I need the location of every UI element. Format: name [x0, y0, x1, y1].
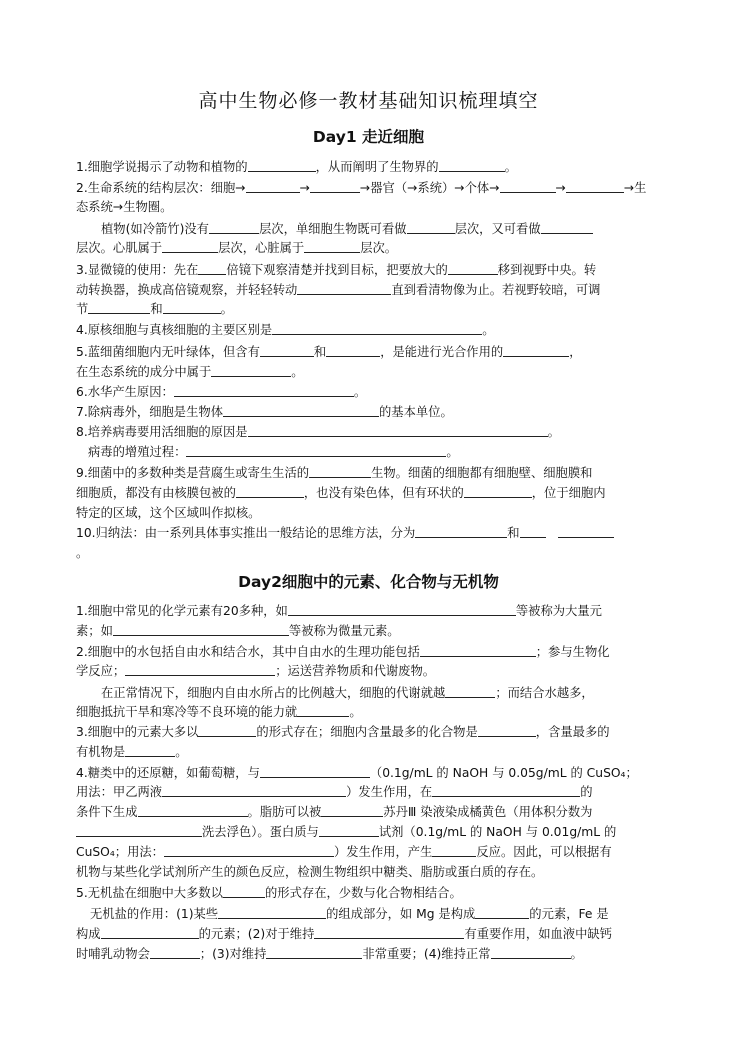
blank[interactable] — [223, 884, 265, 898]
blank[interactable] — [439, 158, 505, 172]
blank[interactable] — [113, 622, 289, 636]
text-segment: →生 — [623, 181, 647, 195]
d2-q2-water-line-cont — [76, 703, 362, 721]
text-segment: 有重要作用，如血液中缺钙 — [464, 927, 612, 941]
text-segment: ；(3)对维持 — [199, 947, 267, 961]
blank[interactable] — [297, 703, 349, 717]
blank[interactable] — [198, 261, 226, 275]
d2-q1-line-cont — [76, 622, 400, 640]
blank[interactable] — [319, 823, 379, 837]
text-segment: 。 — [175, 745, 188, 759]
q3-line — [76, 261, 596, 279]
blank[interactable] — [420, 643, 536, 657]
text-segment: 和 — [150, 302, 163, 316]
blank[interactable] — [326, 343, 380, 357]
blank[interactable] — [186, 443, 446, 457]
blank[interactable] — [125, 743, 175, 757]
blank[interactable] — [314, 925, 464, 939]
text-segment: （0.1g/mL 的 NaOH 与 0.05g/mL 的 CuSO₄； — [369, 766, 638, 780]
text-segment: 5.蓝细菌细胞内无叶绿体，但含有 — [76, 345, 260, 359]
text-segment: 。 — [353, 385, 367, 399]
q9-line-end — [76, 504, 260, 522]
blank[interactable] — [266, 945, 362, 959]
text-segment: 反应。因此，可以根据有 — [476, 845, 612, 859]
blank[interactable] — [248, 423, 548, 437]
text-segment: 9.细菌中的多数种类是营腐生或寄生生活的 — [76, 466, 310, 480]
q8-virus-line — [88, 443, 459, 461]
blank[interactable] — [310, 179, 360, 193]
text-segment: 10.归纳法：由一系列具体事实推出一般结论的思维方法，分为 — [76, 526, 416, 540]
q10-line — [76, 524, 614, 542]
q4-line — [76, 321, 495, 339]
text-segment: 学反应； — [76, 664, 126, 678]
text-segment: 1.细胞中常见的化学元素有20多种，如 — [76, 604, 288, 618]
text-segment: 等被称为微量元素。 — [288, 624, 400, 638]
text-segment: 时哺乳动物会 — [76, 947, 150, 961]
blank[interactable] — [163, 300, 221, 314]
text-segment: 的形式存在，少数与化合物相结合。 — [265, 886, 462, 900]
d2-q3-line-cont — [76, 743, 188, 761]
text-segment: 3.细胞中的元素大多以 — [76, 725, 199, 739]
text-segment: 洗去浮色）。蛋白质与 — [202, 825, 319, 839]
d2-q2-line — [76, 643, 610, 661]
blank[interactable] — [475, 905, 529, 919]
text-segment: 条件下生成 — [76, 805, 138, 819]
text-segment: 的元素，Fe 是 — [529, 907, 609, 921]
text-segment: 4.原核细胞与真核细胞的主要区别是 — [76, 323, 273, 337]
text-segment: 植物(如冷箭竹)没有 — [101, 222, 209, 236]
blank[interactable] — [125, 662, 275, 676]
blank[interactable] — [415, 524, 507, 538]
document-title: 高中生物必修一教材基础知识梳理填空 — [198, 90, 539, 112]
q2-heart-line — [76, 239, 397, 257]
text-segment: 3.显微镜的使用：先在 — [76, 263, 199, 277]
d2-q3-line — [76, 723, 610, 741]
text-segment: ，位于细胞内 — [531, 486, 606, 500]
blank[interactable] — [464, 484, 532, 498]
blank[interactable] — [432, 783, 580, 797]
blank[interactable] — [248, 158, 316, 172]
text-segment: 机物与某些化学试剂所产生的颜色反应，检测生物组织中糖类、脂肪或蛋白质的存在。 — [76, 865, 544, 879]
text-segment: 。 — [547, 425, 560, 439]
text-segment: → — [299, 181, 310, 195]
text-segment: 态系统→生物圈。 — [76, 200, 173, 214]
d2-q2-line-cont — [76, 662, 435, 680]
text-segment: 细胞抵抗干旱和寒冷等不良环境的能力就 — [76, 705, 298, 719]
blank[interactable] — [432, 843, 476, 857]
blank[interactable] — [218, 905, 326, 919]
text-segment: 2.生命系统的结构层次：细胞→ — [76, 181, 246, 195]
text-segment: 。 — [482, 323, 495, 337]
q2-line-cont — [76, 198, 172, 216]
blank[interactable] — [246, 179, 300, 193]
text-segment: →器官（→系统）→个体→ — [359, 181, 500, 195]
q9-line — [76, 464, 592, 482]
blank[interactable] — [491, 945, 571, 959]
text-segment: 的元素；(2)对于维持 — [198, 927, 315, 941]
q2-line — [76, 179, 646, 197]
text-segment: 4.糖类中的还原糖，如葡萄糖，与 — [76, 766, 260, 780]
blank[interactable] — [297, 281, 391, 295]
text-segment: ）发生作用，在 — [346, 785, 433, 799]
text-segment: 节 — [76, 302, 89, 316]
d2-q5-salt-line-3 — [76, 945, 583, 963]
d2-q4-line-4 — [76, 823, 616, 841]
d2-q2-water-line — [101, 684, 594, 702]
text-segment: 。 — [291, 365, 304, 379]
text-segment: 动转换器，换成高倍镜观察，并轻轻转动 — [76, 283, 298, 297]
text-segment: 苏丹Ⅲ 染液染成橘黄色（用体积分数为 — [383, 805, 593, 819]
blank[interactable] — [162, 783, 346, 797]
q2-plant-line — [101, 220, 593, 238]
blank[interactable] — [448, 261, 498, 275]
q6-line — [76, 383, 366, 401]
text-segment: 在生态系统的成分中属于 — [76, 365, 212, 379]
text-segment: 移到视野中央。转 — [497, 263, 597, 277]
d2-q4-line-3 — [76, 803, 592, 821]
text-segment: CuSO₄；用法： — [76, 845, 164, 859]
blank[interactable] — [445, 684, 495, 698]
text-segment: 。 — [504, 160, 517, 174]
blank[interactable] — [150, 945, 200, 959]
q5-line-cont — [76, 363, 304, 381]
blank[interactable] — [500, 179, 556, 193]
text-segment: 的 — [580, 785, 593, 799]
text-segment: 。 — [220, 302, 233, 316]
text-segment: 的基本单位。 — [379, 405, 453, 419]
text-segment: 倍镜下观察清楚并找到目标，把要放大的 — [226, 263, 448, 277]
text-segment: ）发生作用，产生 — [333, 845, 433, 859]
text-segment: ，含量最多的 — [535, 725, 610, 739]
blank[interactable] — [304, 239, 360, 253]
text-segment: 有机物是 — [76, 745, 126, 759]
blank[interactable] — [520, 524, 546, 538]
section-title-day1: Day1 走近细胞 — [312, 128, 425, 146]
text-segment: ；参与生物化 — [535, 645, 610, 659]
text-segment: → — [555, 181, 566, 195]
d2-q5-line — [76, 884, 462, 902]
blank[interactable] — [566, 179, 624, 193]
text-segment: 生物。细菌的细胞都有细胞壁、细胞膜和 — [371, 466, 593, 480]
blank[interactable] — [503, 343, 569, 357]
text-segment: 细胞质，都没有由核膜包被的 — [76, 486, 236, 500]
text-segment: 非常重要；(4)维持正常 — [362, 947, 491, 961]
q9-line-cont — [76, 484, 606, 502]
d2-q4-line-6 — [76, 863, 543, 881]
text-segment: 等被称为大量元 — [515, 604, 602, 618]
d2-q5-salt-line-2 — [76, 925, 612, 943]
blank[interactable] — [223, 403, 379, 417]
text-segment: ，是能进行光合作用的 — [380, 345, 504, 359]
text-segment: ，从而阐明了生物界的 — [315, 160, 439, 174]
blank[interactable] — [541, 220, 593, 234]
blank[interactable] — [309, 464, 371, 478]
text-segment: 和 — [313, 345, 327, 359]
blank[interactable] — [162, 239, 218, 253]
text-segment: ；运送营养物质和代谢废物。 — [275, 664, 436, 678]
q3-line-end — [76, 300, 233, 318]
blank[interactable] — [272, 321, 482, 335]
d2-q5-salt-line — [90, 905, 609, 923]
text-segment: 特定的区域，这个区域叫作拟核。 — [76, 506, 261, 520]
text-segment: 。 — [570, 947, 583, 961]
text-segment: 。 — [349, 705, 362, 719]
text-segment: 5.无机盐在细胞中大多数以 — [76, 886, 223, 900]
q1-line — [76, 158, 517, 176]
blank[interactable] — [174, 383, 354, 397]
text-segment: 2.细胞中的水包括自由水和结合水，其中自由水的生理功能包括 — [76, 645, 420, 659]
text-segment: 层次。心肌属于 — [76, 241, 163, 255]
d2-q1-line — [76, 602, 602, 620]
text-segment: 。 — [76, 546, 89, 560]
blank[interactable] — [138, 803, 248, 817]
text-segment: 。 — [446, 445, 459, 459]
blank[interactable] — [407, 220, 455, 234]
blank[interactable] — [260, 343, 314, 357]
q7-line — [76, 403, 453, 421]
blank[interactable] — [558, 524, 614, 538]
section-title-day2: Day2细胞中的元素、化合物与无机物 — [238, 573, 499, 591]
text-segment: 的组成部分，如 Mg 是构成 — [326, 907, 476, 921]
text-segment: 层次，单细胞生物既可看做 — [258, 222, 407, 236]
blank[interactable] — [288, 602, 516, 616]
blank[interactable] — [209, 220, 259, 234]
text-segment: 构成 — [76, 927, 101, 941]
text-segment: 试剂（0.1g/mL 的 NaOH 与 0.01g/mL 的 — [378, 825, 617, 839]
q10-line-end — [76, 544, 88, 562]
text-segment: 无机盐的作用：(1)某些 — [90, 907, 219, 921]
blank[interactable] — [164, 843, 334, 857]
text-segment: 层次，又可看做 — [454, 222, 541, 236]
d2-q4-line — [76, 764, 638, 782]
q8-line — [76, 423, 560, 441]
q5-line — [76, 343, 582, 361]
blank[interactable] — [88, 300, 150, 314]
text-segment: 层次，心脏属于 — [218, 241, 305, 255]
q3-line-cont — [76, 281, 600, 299]
blank[interactable] — [236, 484, 304, 498]
text-segment: 6.水华产生原因： — [76, 385, 174, 399]
text-segment: 1.细胞学说揭示了动物和植物的 — [76, 160, 248, 174]
d2-q4-line-2 — [76, 783, 593, 801]
blank[interactable] — [101, 925, 199, 939]
text-segment: ；而结合水越多， — [495, 686, 594, 700]
text-segment: 和 — [507, 526, 520, 540]
blank[interactable] — [198, 723, 256, 737]
blank[interactable] — [478, 723, 536, 737]
blank[interactable] — [260, 764, 370, 778]
text-segment: 。脂肪可以被 — [247, 805, 322, 819]
text-segment: 直到看清物像为止。若视野较暗，可调 — [391, 283, 601, 297]
text-segment: 8.培养病毒要用活细胞的原因是 — [76, 425, 248, 439]
d2-q4-line-5 — [76, 843, 612, 861]
text-segment: ，也没有染色体，但有环状的 — [303, 486, 464, 500]
text-segment: 素；如 — [76, 624, 113, 638]
text-segment: 的形式存在；细胞内含量最多的化合物是 — [256, 725, 478, 739]
text-segment: 7.除病毒外，细胞是生物体 — [76, 405, 223, 419]
text-segment: 病毒的增殖过程： — [88, 445, 187, 459]
blank[interactable] — [321, 803, 383, 817]
text-segment: 在正常情况下，细胞内自由水所占的比例越大，细胞的代谢就越 — [101, 686, 446, 700]
blank[interactable] — [76, 823, 202, 837]
blank[interactable] — [211, 363, 291, 377]
text-segment: ， — [569, 345, 582, 359]
text-segment: 用法：甲乙两液 — [76, 785, 163, 799]
text-segment: 层次。 — [360, 241, 398, 255]
